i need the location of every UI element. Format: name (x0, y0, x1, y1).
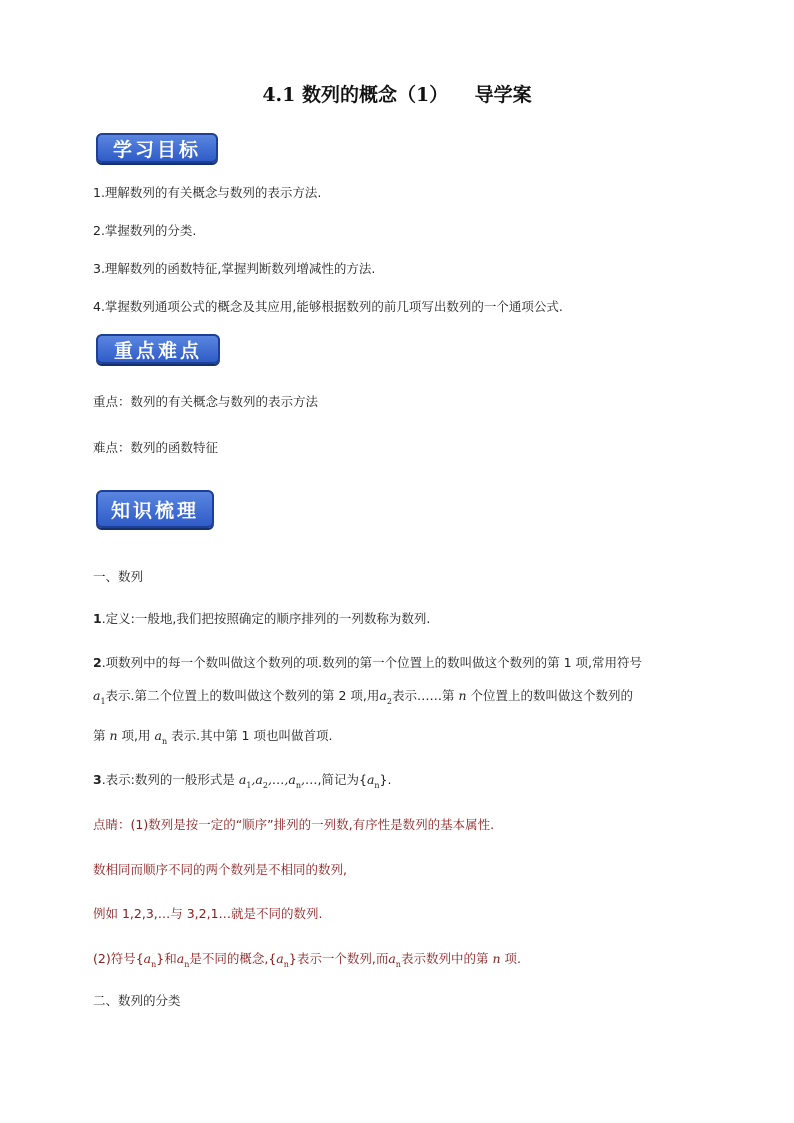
paragraph-term-line1 (93, 655, 642, 671)
paragraph-representation: 3.表示:数列的一般形式是 $a_1,a_2,\dots,a_n,\dots$,简记为$\{a_n\}$. (93, 772, 392, 790)
note-line-1: 点睛：(1)数列是按一定的“顺序”排列的一列数,有序性是数列的基本属性. (93, 817, 495, 832)
paragraph-text: .项数列中的每一个数叫做这个数列的项.数列的第一个位置上的数叫做这个数列的第 1 项,常用符号 (101, 655, 643, 670)
symbol-an: $a_n$ (143, 951, 157, 969)
symbol-a2: $a_2$ (379, 688, 392, 706)
symbol-an: $a_n$ (154, 728, 168, 746)
goal-2: 2.掌握数列的分类. (93, 223, 197, 238)
difficult-point: 难点：数列的函数特征 (93, 440, 219, 455)
paragraph-definition (93, 611, 430, 627)
goal-1: 1.理解数列的有关概念与数列的表示方法. (93, 185, 322, 200)
goal-4: 4.掌握数列通项公式的概念及其应用,能够根据数列的前几项写出数列的一个通项公式. (93, 299, 563, 314)
symbol-an: $a_n$ (366, 772, 380, 790)
goal-3: 3.理解数列的函数特征,掌握判断数列增减性的方法. (93, 261, 376, 276)
section-badge-goals: 学习目标 (96, 133, 218, 163)
symbol-n: n (109, 728, 118, 743)
paragraph-text: .定义:一般地,我们把按照确定的顺序排列的一列数称为数列. (101, 611, 431, 626)
paragraph-text: 表示.第二个位置上的数叫做这个数列的第 2 项,用 (105, 688, 380, 703)
note-line-2: 数相同而顺序不同的两个数列是不相同的数列, (93, 862, 347, 877)
note-line-3: 例如 1,2,3,…与 3,2,1…就是不同的数列. (93, 906, 323, 921)
note-line-4: (2)符号$\{a_n\}$和$a_n$是不同的概念$,\{a_n\}$表示一个数列,而$a_n$表示数列中的第 n 项. (93, 951, 521, 969)
symbol-an: $a_n$ (176, 951, 190, 969)
paragraph-text: 个位置上的数叫做这个数列的 (470, 688, 634, 703)
paragraph-term-line3: 第 n 项,用 $a_n$ 表示.其中第 1 项也叫做首项. (93, 728, 333, 746)
paragraph-number: 2 (93, 655, 102, 670)
section-badge-knowledge: 知识梳理 (96, 490, 214, 528)
section-badge-key-points: 重点难点 (96, 334, 220, 364)
section-heading-1: 一、数列 (93, 569, 144, 584)
symbol-a1: $a_1$ (93, 688, 106, 706)
symbol-an: $a_n$ (388, 951, 401, 969)
key-point: 重点：数列的有关概念与数列的表示方法 (93, 394, 319, 409)
page-title: 4.1 数列的概念（1） 导学案 (262, 84, 532, 106)
symbol-an: $a_n$ (276, 951, 289, 969)
sequence-general-form: $a_1,a_2,\dots,a_n,\dots$ (238, 772, 318, 790)
paragraph-number: 1 (93, 611, 102, 626)
section-heading-2: 二、数列的分类 (93, 993, 181, 1008)
paragraph-term-line2 (93, 688, 633, 710)
symbol-n: n (492, 951, 501, 966)
symbol-n: n (458, 688, 467, 703)
paragraph-number: 3 (93, 772, 102, 787)
paragraph-text: 表示……第 (391, 688, 455, 703)
